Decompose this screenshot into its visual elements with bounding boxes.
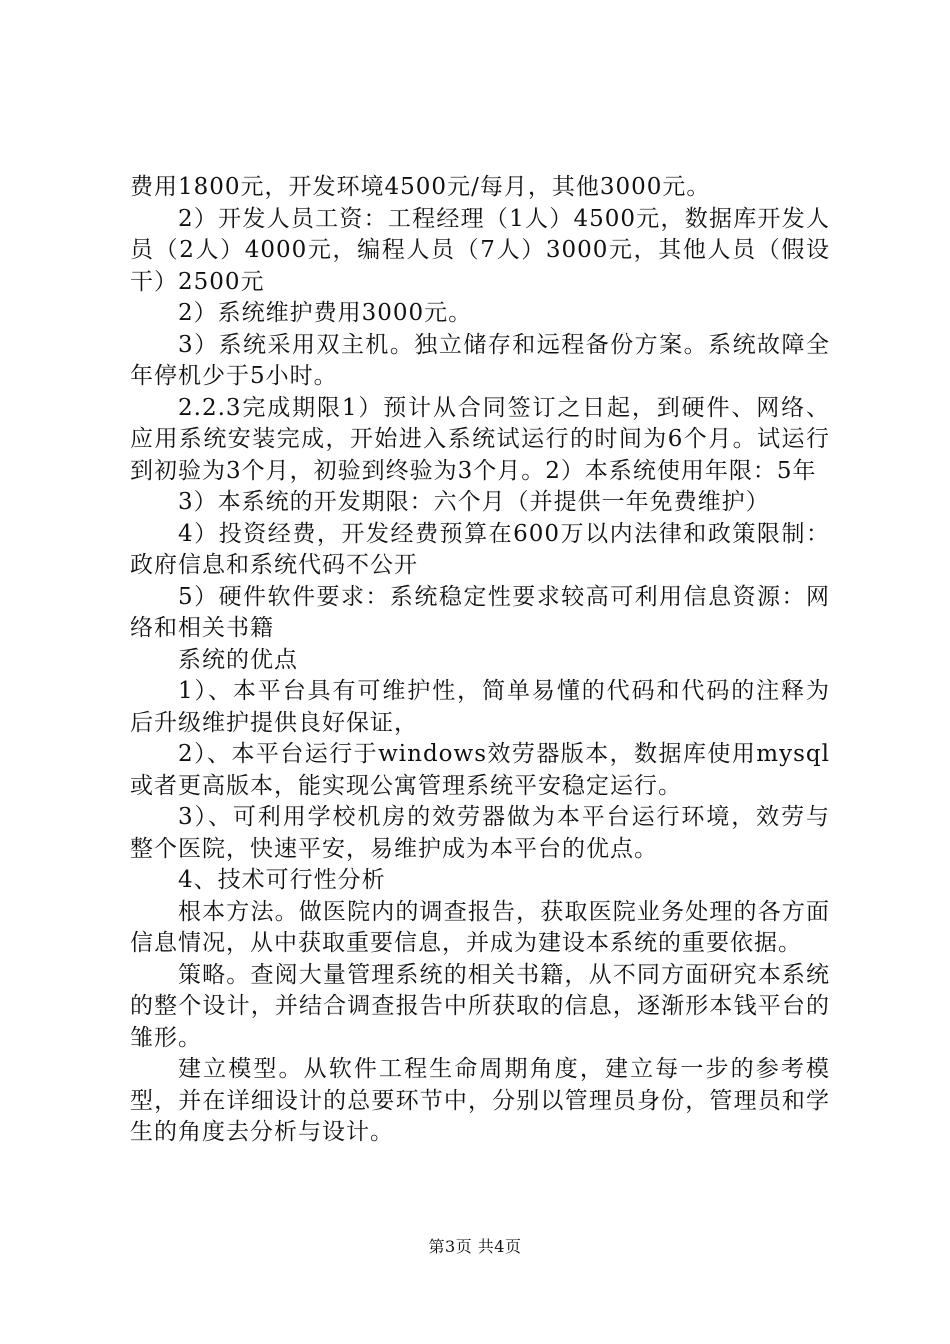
paragraph-advantage-2: 2）、本平台运行于windows效劳器版本，数据库使用mysql或者更高版本，能实现公寓管理系统平安稳定运行。 [130,741,830,799]
paragraph-requirements: 5）硬件软件要求：系统稳定性要求较高可利用信息资源：网络和相关书籍 [130,583,830,641]
paragraph-salaries: 2）开发人员工资：工程经理（1人）4500元，数据库开发人员（2人）4000元，编程人员（7人）3000元，其他人员（假设干）2500元 [130,205,830,295]
paragraph-budget: 4）投资经费，开发经费预算在600万以内法律和政策限制：政府信息和系统代码不公开 [130,520,830,578]
paragraph-advantage-1: 1）、本平台具有可维护性，简单易懂的代码和代码的注释为后升级维护提供良好保证， [130,678,830,736]
paragraph-advantage-3: 3）、可利用学校机房的效劳器做为本平台运行环境，效劳与整个医院，快速平安，易维护成为本平台的优点。 [130,804,830,862]
paragraph-basic-method: 根本方法。做医院内的调查报告，获取医院业务处理的各方面信息情况，从中获取重要信息，并成为建设本系统的重要依据。 [130,898,830,956]
paragraph-modeling: 建立模型。从软件工程生命周期角度，建立每一步的参考模型，并在详细设计的总要环节中，分别以管理员身份，管理员和学生的角度去分析与设计。 [130,1056,830,1145]
paragraph-dev-period: 3）本系统的开发期限：六个月（并提供一年免费维护） [178,489,770,515]
section-heading-advantages: 系统的优点 [178,646,298,673]
paragraph-maintenance-cost: 2）系统维护费用3000元。 [178,300,473,326]
paragraph-cost-continued: 费用1800元，开发环境4500元/每月，其他3000元。 [130,174,711,200]
paragraph-deadline: 2.2.3完成期限1）预计从合同签订之日起，到硬件、网络、应用系统安装完成，开始进入系统试运行的时间为6个月。试运行到初验为3个月，初验到终验为3个月。2）本系统使用年限：5年 [130,394,830,484]
page-number: 第3页 共4页 [428,1237,522,1256]
section-heading-feasibility: 4、技术可行性分析 [178,867,386,893]
paragraph-dual-host: 3）系统采用双主机。独立储存和远程备份方案。系统故障全年停机少于5小时。 [130,331,830,389]
document-body [130,172,830,1149]
paragraph-strategy: 策略。查阅大量管理系统的相关书籍，从不同方面研究本系统的整个设计，并结合调查报告中所获取的信息，逐渐形本钱平台的雏形。 [130,961,830,1051]
